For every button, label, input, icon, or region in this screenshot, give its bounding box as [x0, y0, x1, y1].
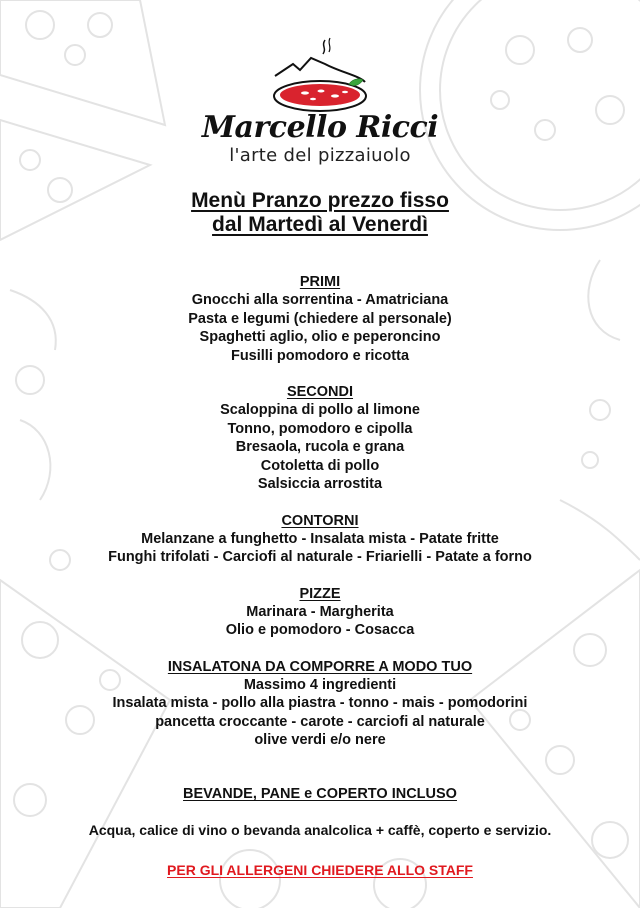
section-heading: CONTORNI — [281, 512, 359, 529]
menu-item: Scaloppina di pollo al limone — [220, 402, 420, 418]
menu-title-line2: dal Martedì al Venerdì — [212, 213, 428, 236]
section-heading: SECONDI — [286, 384, 354, 400]
section-insalatona — [0, 658, 640, 750]
menu-item: Marinara - Margherita — [246, 603, 394, 620]
section-pizze — [0, 585, 640, 640]
menu-title-line1: Menù Pranzo prezzo fisso — [191, 189, 449, 212]
volcano-pizza-logo-icon — [245, 36, 395, 114]
section-primi — [0, 273, 640, 365]
menu-item: Salsiccia arrostita — [257, 476, 383, 492]
menu-item: Spaghetti aglio, olio e peperoncino — [199, 329, 441, 345]
menu-sections — [0, 273, 640, 768]
menu-item: Tonno, pomodoro e cipolla — [227, 420, 413, 437]
included-details: Acqua, calice di vino o bevanda analcolica + caffè, coperto e servizio. — [88, 822, 552, 838]
menu-item: Funghi trifolati - Carciofi al naturale - Friarielli - Patate a forno — [108, 549, 532, 565]
section-contorni — [0, 512, 640, 567]
menu-item: Melanzane a funghetto - Insalata mista - Patate fritte — [141, 530, 499, 547]
menu-item: Pasta e legumi (chiedere al personale) — [188, 310, 452, 327]
menu-item: Cotoletta di pollo — [260, 457, 380, 474]
logo — [0, 36, 640, 114]
brand-name: Marcello Ricci — [201, 110, 439, 145]
menu-title — [0, 189, 640, 237]
allergen-notice: PER GLI ALLERGENI CHIEDERE ALLO STAFF — [167, 862, 473, 878]
menu-item: pancetta croccante - carote - carciofi al naturale — [155, 713, 485, 730]
menu-item: Bresaola, rucola e grana — [235, 439, 405, 455]
menu-item: Olio e pomodoro - Cosacca — [225, 622, 415, 638]
section-heading: PIZZE — [299, 585, 341, 602]
menu-item: olive verdi e/o nere — [254, 732, 386, 748]
menu-item: Gnocchi alla sorrentina - Amatriciana — [191, 292, 449, 308]
section-secondi — [0, 383, 640, 494]
brand-tagline: l'arte del pizzaiuolo — [229, 145, 411, 166]
included-heading: BEVANDE, PANE e COPERTO INCLUSO — [183, 786, 457, 802]
section-heading: INSALATONA DA COMPORRE A MODO TUO — [167, 658, 473, 675]
menu-item: Fusilli pomodoro e ricotta — [230, 347, 410, 364]
menu-item: Insalata mista - pollo alla piastra - tonno - mais - pomodorini — [112, 695, 528, 711]
section-heading: PRIMI — [299, 274, 341, 290]
menu-item: Massimo 4 ingredienti — [243, 676, 397, 693]
